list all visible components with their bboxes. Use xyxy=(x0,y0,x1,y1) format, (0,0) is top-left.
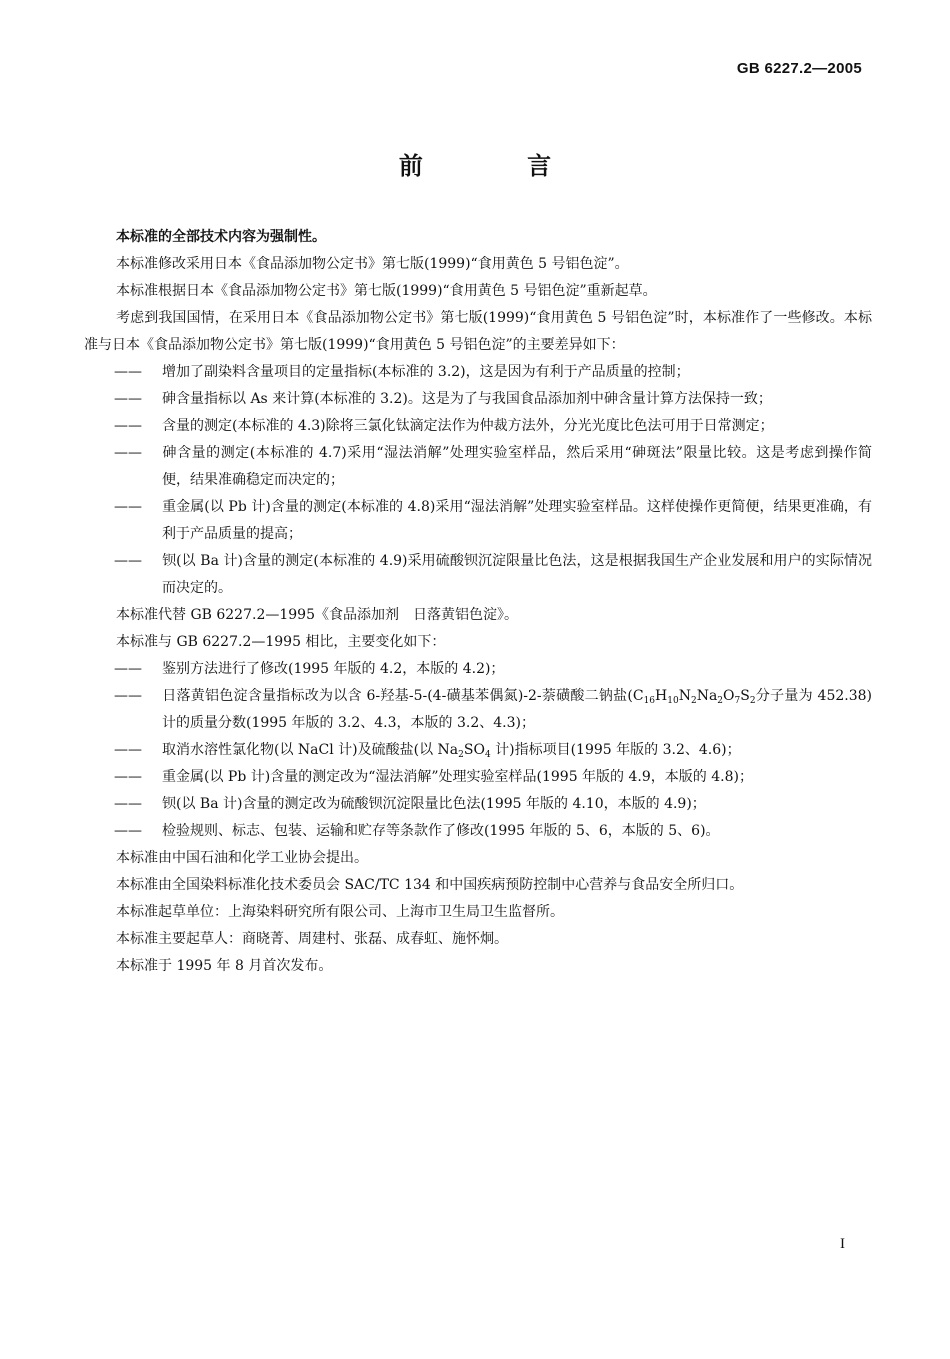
difference-item-text: 含量的测定(本标准的 4.3)除将三氯化钛滴定法作为仲裁方法外，分光光度比色法可用于日常测定； xyxy=(162,418,774,434)
change-item-text: 鉴别方法进行了修改(1995 年版的 4.2，本版的 4.2)； xyxy=(162,661,505,677)
difference-item xyxy=(84,359,872,386)
difference-item xyxy=(84,386,872,413)
standard-code: GB 6227.2—2005 xyxy=(736,60,862,77)
difference-item xyxy=(84,494,872,548)
dash-mark: —— xyxy=(114,364,142,380)
page-title: 前 言 xyxy=(398,152,600,180)
change-item xyxy=(84,764,872,791)
page-number: I xyxy=(840,1236,845,1252)
paragraph-centralized: 本标准由全国染料标准化技术委员会 SAC/TC 134 和中国疾病预防控制中心营养与食品安全所归口。 xyxy=(116,877,744,893)
dash-mark: —— xyxy=(114,661,142,677)
dash-mark: —— xyxy=(114,688,142,704)
paragraph-drafting-units: 本标准起草单位：上海染料研究所有限公司、上海市卫生局卫生监督所。 xyxy=(116,904,564,920)
chemical-formula: $C_{16}H_{10}N_2Na_2O_7S_2$ xyxy=(632,688,756,706)
paragraph-drafters: 本标准主要起草人：商晓菁、周建村、张磊、成春虹、施怀炯。 xyxy=(116,931,508,947)
change-item-text: 分子量为 452.38)计的质量分数(1995 年版的 3.2、4.3，本版的 3.2、4.3)； xyxy=(162,688,872,731)
change-item xyxy=(84,656,872,683)
difference-item-text: 砷含量的测定(本标准的 4.7)采用“湿法消解”处理实验室样品，然后采用“砷斑法”限量比较。这是考虑到操作简便，结果准确稳定而决定的； xyxy=(162,445,872,488)
paragraph-first-issue: 本标准于 1995 年 8 月首次发布。 xyxy=(116,958,333,974)
dash-mark: —— xyxy=(114,553,142,569)
paragraph-differences-intro: 考虑到我国国情，在采用日本《食品添加物公定书》第七版(1999)“食用黄色 5 号铝色淀”时，本标准作了一些修改。本标准与日本《食品添加物公定书》第七版(1999)“食用黄色 5 号铝色淀”的主要差异如下： xyxy=(84,310,872,353)
change-item xyxy=(84,737,872,764)
change-item-text: 检验规则、标志、包装、运输和贮存等条款作了修改(1995 年版的 5、6，本版的 5、6)。 xyxy=(162,823,720,839)
dash-mark: —— xyxy=(114,823,142,839)
difference-item-text: 重金属(以 Pb 计)含量的测定(本标准的 4.8)采用“湿法消解”处理实验室样品。这样使操作更简便，结果更准确，有利于产品质量的提高； xyxy=(162,499,872,542)
difference-item-text: 增加了副染料含量项目的定量指标(本标准的 3.2)，这是因为有利于产品质量的控制； xyxy=(162,364,690,380)
chemical-formula: $Na_2SO_4$ xyxy=(437,742,491,760)
paragraph-proposer: 本标准由中国石油和化学工业协会提出。 xyxy=(116,850,368,866)
paragraph-adoption: 本标准修改采用日本《食品添加物公定书》第七版(1999)“食用黄色 5 号铝色淀”。 xyxy=(116,256,629,272)
change-item-text: 计)指标项目(1995 年版的 3.2、4.6)； xyxy=(490,742,741,758)
paragraph-changes-intro: 本标准与 GB 6227.2—1995 相比，主要变化如下： xyxy=(116,634,446,650)
change-item-text: 钡(以 Ba 计)含量的测定改为硫酸钡沉淀限量比色法(1995 年版的 4.10，本版的 4.9)； xyxy=(162,796,706,812)
difference-item xyxy=(84,548,872,602)
change-item-text: 日落黄铝色淀含量指标改为以含 6-羟基-5-(4-磺基苯偶氮)-2-萘磺酸二钠盐( xyxy=(162,688,633,704)
foreword-body xyxy=(84,224,872,980)
difference-item xyxy=(84,413,872,440)
dash-mark: —— xyxy=(114,742,142,758)
difference-item xyxy=(84,440,872,494)
change-item-text: 取消水溶性氯化物(以 NaCl 计)及硫酸盐(以 xyxy=(162,742,438,758)
dash-mark: —— xyxy=(114,499,142,515)
change-item xyxy=(84,791,872,818)
paragraph-redraft: 本标准根据日本《食品添加物公定书》第七版(1999)“食用黄色 5 号铝色淀”重新起草。 xyxy=(116,283,657,299)
dash-mark: —— xyxy=(114,445,142,461)
dash-mark: —— xyxy=(114,769,142,785)
paragraph-replaces: 本标准代替 GB 6227.2—1995《食品添加剂 日落黄铝色淀》。 xyxy=(116,607,518,623)
dash-mark: —— xyxy=(114,418,142,434)
change-item-text: 重金属(以 Pb 计)含量的测定改为“湿法消解”处理实验室样品(1995 年版的 4.9，本版的 4.8)； xyxy=(162,769,753,785)
difference-item-text: 钡(以 Ba 计)含量的测定(本标准的 4.9)采用硫酸钡沉淀限量比色法，这是根据我国生产企业发展和用户的实际情况而决定的。 xyxy=(162,553,872,596)
mandatory-statement: 本标准的全部技术内容为强制性。 xyxy=(116,229,326,245)
dash-mark: —— xyxy=(114,796,142,812)
change-item xyxy=(84,818,872,845)
change-item xyxy=(84,683,872,737)
difference-item-text: 砷含量指标以 As 来计算(本标准的 3.2)。这是为了与我国食品添加剂中砷含量计算方法保持一致； xyxy=(162,391,772,407)
dash-mark: —— xyxy=(114,391,142,407)
